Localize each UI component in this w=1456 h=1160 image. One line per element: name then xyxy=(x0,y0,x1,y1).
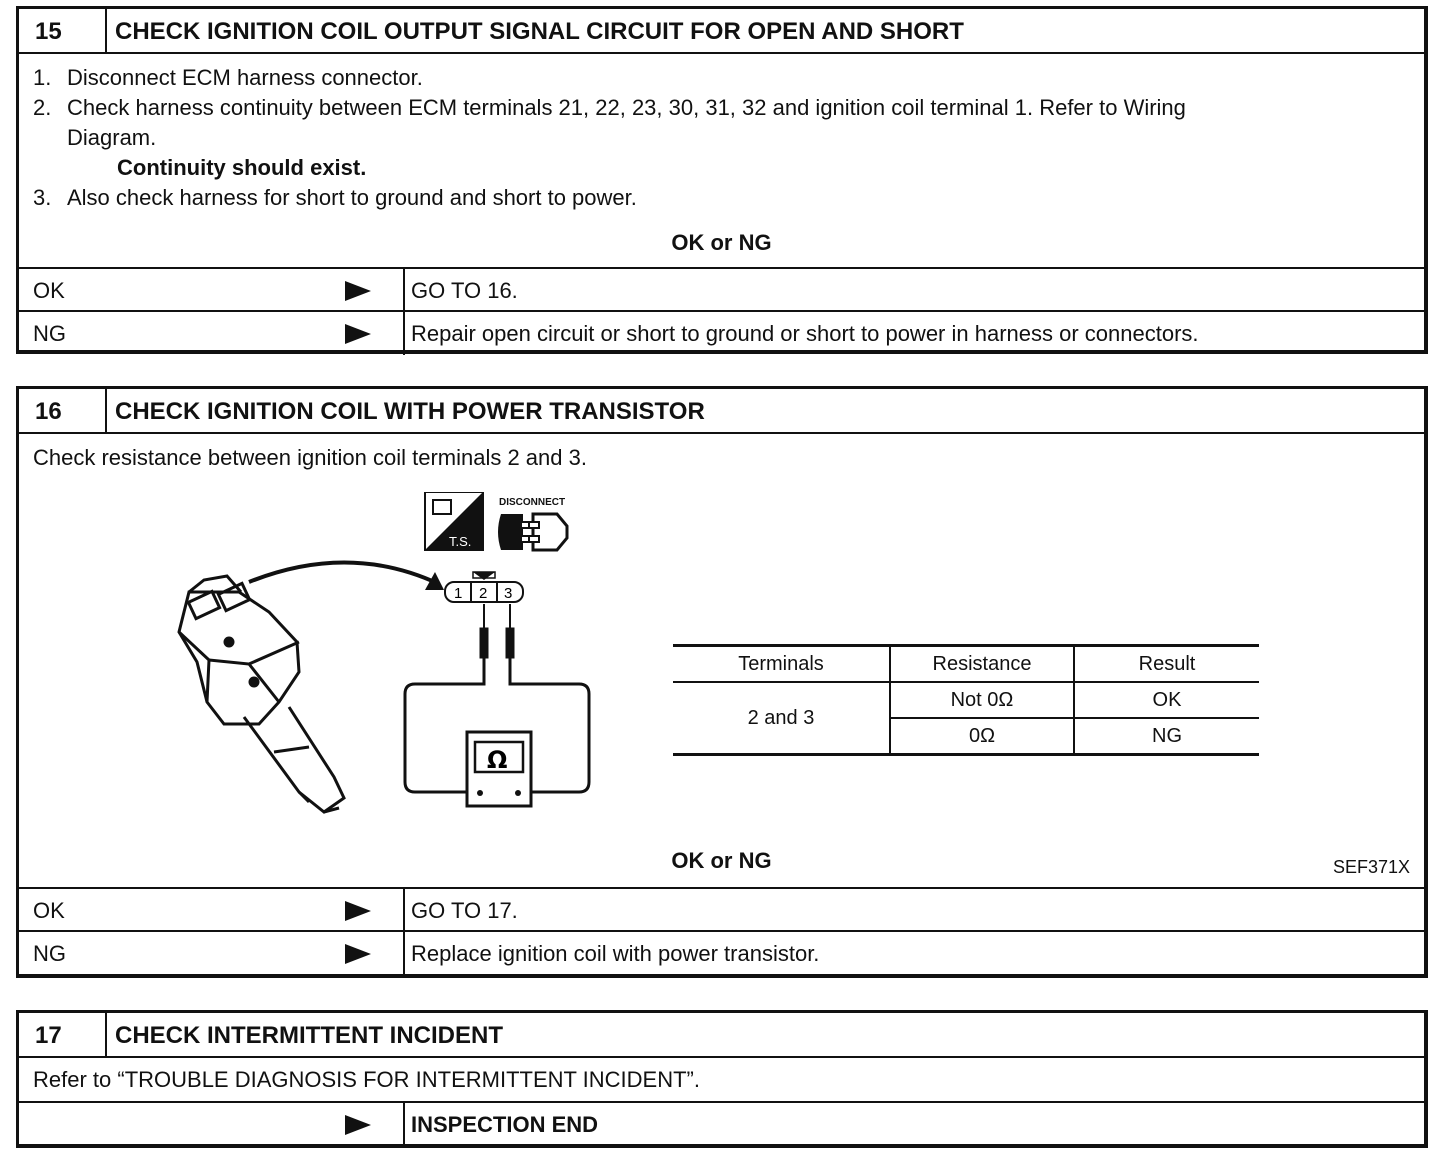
arrow-right-icon xyxy=(345,1115,371,1135)
ts-icon xyxy=(425,492,483,550)
result-row-ng: NG Replace ignition coil with power transistor. xyxy=(19,932,1424,975)
result-row-ng: NG Repair open circuit or short to ground or short to power in harness or connectors. xyxy=(19,312,1424,355)
curved-arrow-icon xyxy=(249,562,439,584)
column-header: Resistance xyxy=(890,646,1074,683)
arrow-right-icon xyxy=(345,901,371,921)
list-item: 1. Disconnect ECM harness connector. xyxy=(33,65,423,90)
ignition-coil-icon xyxy=(179,576,344,812)
step-title: CHECK IGNITION COIL WITH POWER TRANSISTOR xyxy=(115,398,705,425)
column-header: Terminals xyxy=(673,646,890,683)
column-header: Result xyxy=(1074,646,1259,683)
arrow-right-icon xyxy=(345,281,371,301)
step-title: CHECK IGNITION COIL OUTPUT SIGNAL CIRCUIT FOR OPEN AND SHORT xyxy=(115,18,964,45)
ohm-symbol: Ω xyxy=(487,746,508,774)
pin-3-label: 3 xyxy=(504,585,513,602)
ok-or-ng-label: OK or NG xyxy=(671,230,772,255)
arrow-right-icon xyxy=(345,324,371,344)
result-cell: NG xyxy=(1074,718,1259,755)
list-item: 3. Also check harness for short to ground and short to power. xyxy=(33,185,637,210)
step-16-box xyxy=(16,386,1428,978)
step-number: 16 xyxy=(19,389,107,432)
instruction-text: Refer to “TROUBLE DIAGNOSIS FOR INTERMITTENT INCIDENT”. xyxy=(33,1067,700,1092)
disconnect-label: DISCONNECT xyxy=(499,497,566,508)
list-item-continuation: Diagram. xyxy=(67,125,157,150)
result-row-end: INSPECTION END xyxy=(19,1103,1424,1146)
pin-2-label: 2 xyxy=(479,585,488,602)
step-15-box xyxy=(16,6,1428,354)
result-row-ok: OK GO TO 16. xyxy=(19,269,1424,312)
step-title: CHECK INTERMITTENT INCIDENT xyxy=(115,1022,503,1049)
result-row-ok: OK GO TO 17. xyxy=(19,889,1424,932)
step-number: 15 xyxy=(19,9,107,52)
result-cell: OK xyxy=(1074,682,1259,718)
ohmmeter-icon xyxy=(467,732,531,806)
step-17-box xyxy=(16,1010,1428,1148)
figure-code: SEF371X xyxy=(1332,857,1410,877)
instruction-text: Check resistance between ignition coil terminals 2 and 3. xyxy=(33,445,587,470)
ignition-coil-diagram xyxy=(149,492,619,822)
step-17-instructions xyxy=(19,1058,1424,1103)
ts-label: T.S. xyxy=(449,534,472,549)
resistance-table xyxy=(673,644,1259,756)
pin-1-label: 1 xyxy=(454,585,463,602)
continuity-note: Continuity should exist. xyxy=(117,155,367,180)
table-row xyxy=(673,682,1259,718)
step-15-header xyxy=(19,9,1424,54)
list-item: 2. Check harness continuity between ECM terminals 21, 22, 23, 30, 31, 32 and ignition coil terminal 1. Refer to Wiring xyxy=(33,95,1186,120)
disconnect-icon xyxy=(498,497,567,550)
step-15-instructions xyxy=(19,54,1424,269)
resistance-cell: 0Ω xyxy=(890,718,1074,755)
step-17-header xyxy=(19,1013,1424,1058)
step-number: 17 xyxy=(19,1013,107,1056)
connector-icon xyxy=(445,572,523,602)
terminals-cell: 2 and 3 xyxy=(747,707,815,729)
resistance-cell: Not 0Ω xyxy=(890,682,1074,718)
ok-or-ng-label: OK or NG xyxy=(671,848,772,873)
arrow-right-icon xyxy=(345,944,371,964)
step-16-instructions xyxy=(19,434,1424,889)
step-16-header xyxy=(19,389,1424,434)
